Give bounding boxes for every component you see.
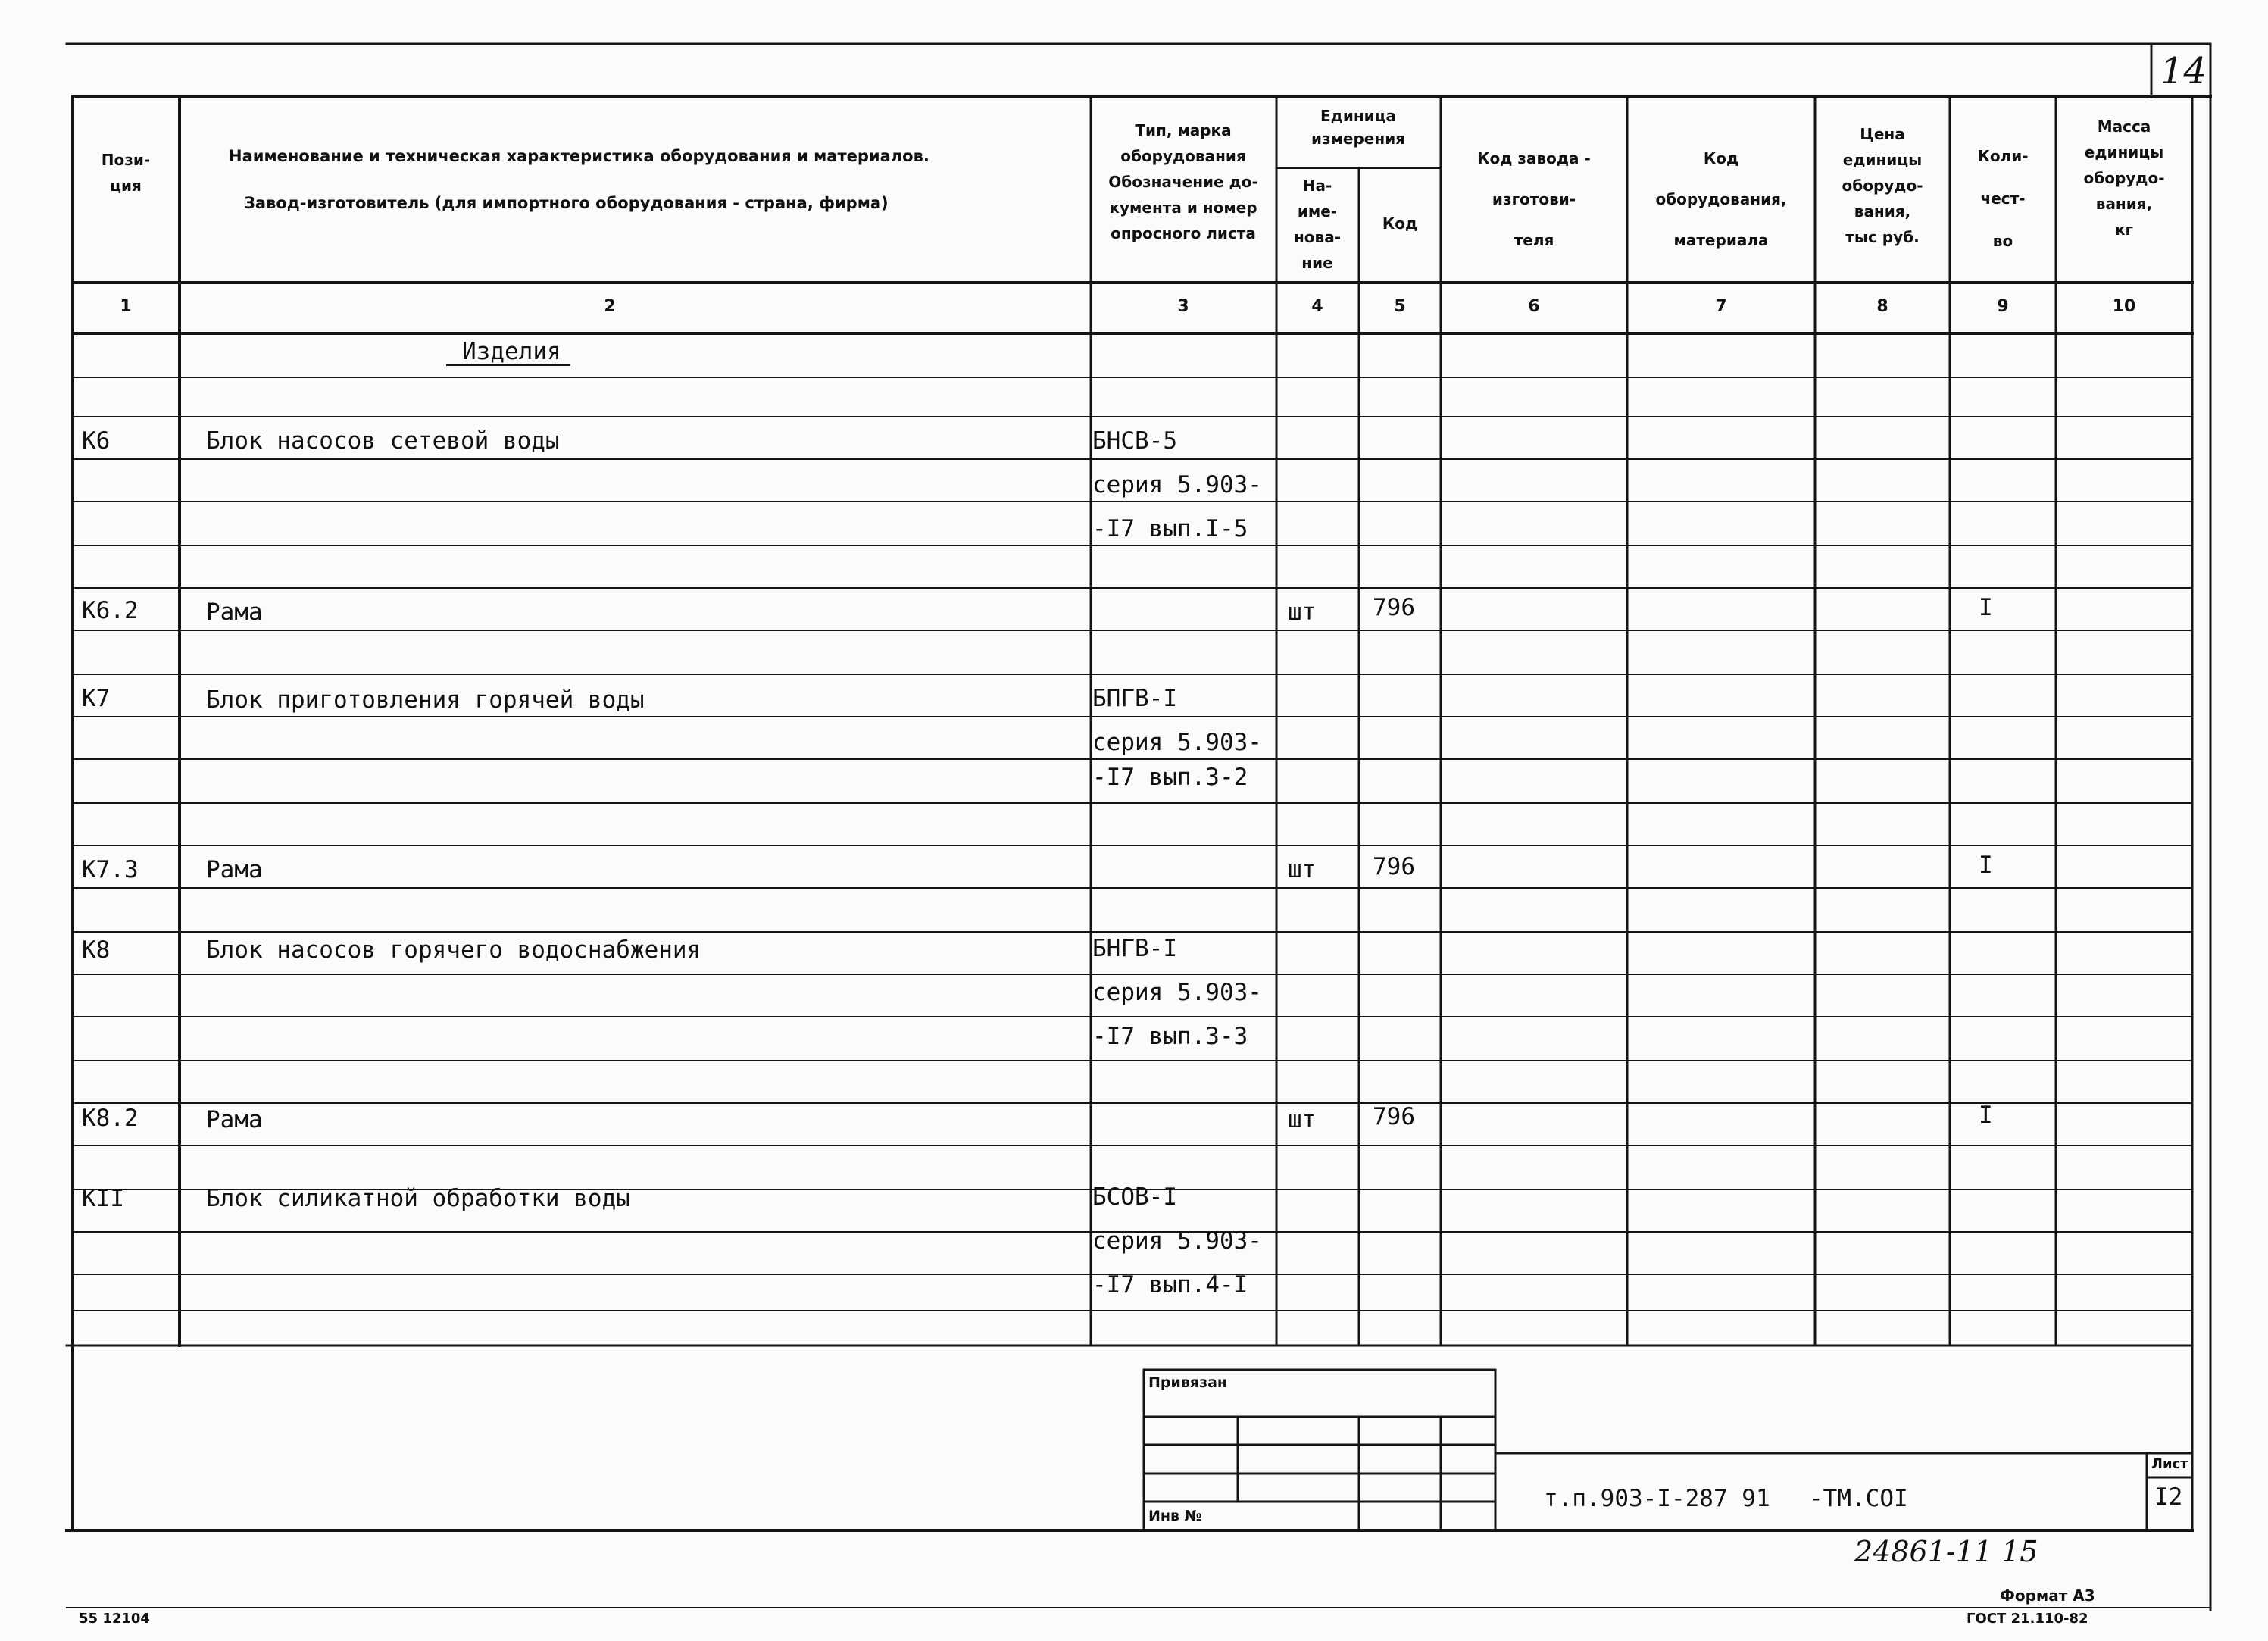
row-position: К7.3	[82, 856, 139, 883]
row-position: К6	[82, 427, 111, 455]
header-col-10: Масса единицы оборудо- вания, кг	[2083, 117, 2165, 239]
row-position: КII	[82, 1185, 124, 1212]
row-name: Рама	[206, 599, 263, 626]
stamp-privyazan: Привязан	[1148, 1374, 1228, 1391]
row-unit: шт	[1288, 1106, 1317, 1133]
header-col-4: На- име- нова- ние	[1293, 177, 1342, 272]
column-number: 7	[1715, 297, 1727, 316]
stamp-doc-suffix: -ТМ.СОI	[1809, 1485, 1908, 1512]
header-unit-group: Единица измерения	[1311, 107, 1406, 148]
row-position: К6.2	[82, 597, 139, 624]
row-type: БНГВ-I	[1092, 935, 1177, 962]
row-name: Рама	[206, 1106, 263, 1133]
row-type: -I7 вып.I-5	[1092, 515, 1248, 542]
stamp-list-number: I2	[2154, 1483, 2183, 1511]
row-quantity: I	[1979, 1102, 1993, 1129]
row-name: Блок силикатной обработки воды	[206, 1185, 630, 1212]
row-type: серия 5.903-	[1092, 471, 1262, 499]
column-number: 5	[1394, 297, 1406, 316]
row-type: -I7 вып.4-I	[1092, 1271, 1248, 1299]
gost-label: ГОСТ 21.110-82	[1967, 1611, 2088, 1627]
row-position: К7	[82, 685, 111, 712]
format-label: Формат А3	[2000, 1586, 2095, 1605]
row-type: -I7 вып.3-2	[1092, 764, 1248, 791]
row-type: БНСВ-5	[1092, 427, 1177, 455]
row-unit-code: 796	[1373, 594, 1415, 621]
header-col-5: Код	[1382, 214, 1418, 233]
row-quantity: I	[1979, 594, 1993, 621]
header-col-2-line2: Завод-изготовитель (для импортного оборудования - страна, фирма)	[244, 194, 889, 212]
row-name: Блок насосов горячего водоснабжения	[206, 936, 701, 964]
column-number: 9	[1997, 297, 2009, 316]
row-type: серия 5.903-	[1092, 979, 1262, 1006]
row-unit: шт	[1288, 856, 1317, 883]
stamp-list-label: Лист	[2151, 1456, 2188, 1472]
stamp-inv-no: Инв №	[1148, 1508, 1202, 1524]
handwritten-number: 24861-11 15	[1854, 1535, 2038, 1568]
row-name: Блок приготовления горячей воды	[206, 686, 645, 714]
column-number: 2	[604, 297, 616, 316]
row-type: серия 5.903-	[1092, 1227, 1262, 1255]
header-col-3: Тип, марка оборудования Обозначение до- кумента и номер опросного листа	[1108, 121, 1258, 242]
column-number: 4	[1311, 297, 1323, 316]
stamp-doc-code: т.п.903-I-287 91	[1544, 1485, 1770, 1512]
row-type: -I7 вып.3-3	[1092, 1023, 1248, 1050]
row-position: К8	[82, 936, 111, 964]
column-number: 1	[120, 297, 132, 316]
row-name: Блок насосов сетевой воды	[206, 427, 560, 455]
header-col-6: Код завода - изготови- теля	[1477, 149, 1591, 249]
row-type: БПГВ-I	[1092, 685, 1177, 712]
sheet-corner-number: 14	[2160, 50, 2207, 92]
row-type: БСОВ-I	[1092, 1183, 1177, 1211]
header-col-2-line1: Наименование и техническая характеристика оборудования и материалов.	[229, 147, 929, 165]
row-unit: шт	[1288, 599, 1317, 626]
section-title: Изделия	[462, 338, 561, 365]
row-type: серия 5.903-	[1092, 729, 1262, 756]
header-col-9: Коли- чест- во	[1977, 147, 2029, 250]
header-col-1: Пози- ция	[101, 151, 151, 195]
row-unit-code: 796	[1373, 853, 1415, 880]
bottom-left-code: 55 12104	[79, 1611, 150, 1627]
header-col-8: Цена единицы оборудо- вания, тыс руб.	[1842, 125, 1923, 246]
row-name: Рама	[206, 856, 263, 883]
column-number: 8	[1876, 297, 1888, 316]
row-position: К8.2	[82, 1105, 139, 1132]
column-number: 3	[1177, 297, 1189, 316]
header-col-7: Код оборудования, материала	[1655, 149, 1787, 249]
row-unit-code: 796	[1373, 1103, 1415, 1130]
column-number: 10	[2112, 297, 2136, 316]
row-quantity: I	[1979, 852, 1993, 879]
column-number: 6	[1528, 297, 1540, 316]
